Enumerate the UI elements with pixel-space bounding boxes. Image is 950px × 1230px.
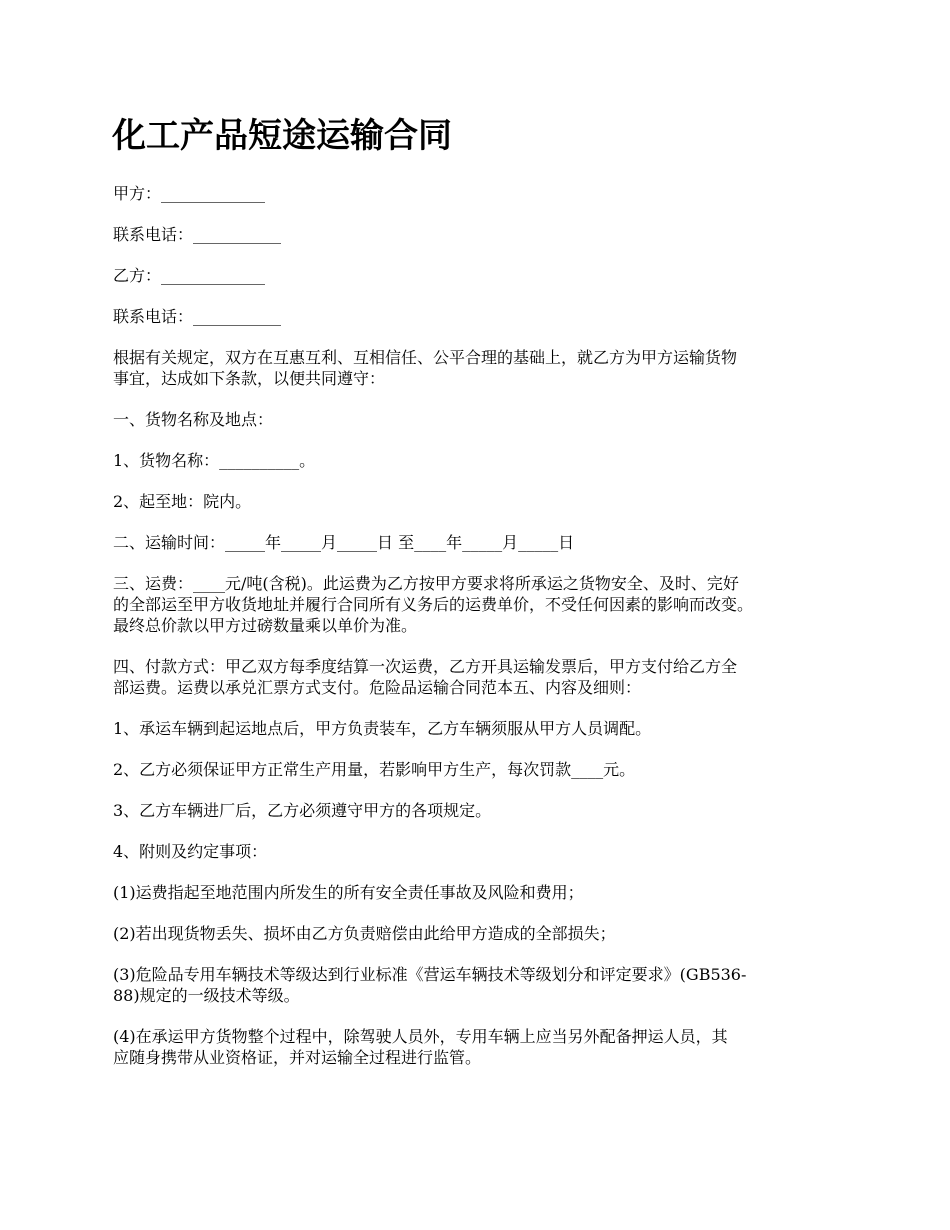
freight-line-2: 的全部运至甲方收货地址并履行合同所有义务后的运费单价，不受任何因素的影响而改变。: [113, 595, 754, 614]
sub-clause-3-line-1: (3)危险品专用车辆技术等级达到行业标准《营运车辆技术等级划分和评定要求》(GB536-: [113, 965, 747, 984]
goods-name-line: 1、货物名称：__________。: [113, 451, 316, 470]
clause-2: 2、乙方必须保证甲方正常生产用量，若影响甲方生产，每次罚款____元。: [113, 760, 636, 779]
sub-clause-3-line-2: 88)规定的一级技术等级。: [113, 986, 300, 1005]
payment-line-1: 四、付款方式：甲乙双方每季度结算一次运费，乙方开具运输发票后，甲方支付给乙方全: [113, 657, 738, 676]
preamble-line-2: 事宜，达成如下条款，以便共同遵守：: [113, 369, 386, 388]
party-a-phone-line: 联系电话：___________: [113, 225, 282, 244]
freight-line-1: 三、运费：____元/吨(含税)。此运费为乙方按甲方要求将所承运之货物安全、及时、完好: [113, 574, 739, 593]
clause-4: 4、附则及约定事项：: [113, 842, 268, 861]
route-line: 2、起至地：院内。: [113, 492, 252, 511]
sub-clause-2: (2)若出现货物丢失、损坏由乙方负责赔偿由此给甲方造成的全部损失；: [113, 924, 616, 943]
section-1-heading: 一、货物名称及地点：: [113, 410, 274, 429]
transport-time-line: 二、运输时间：_____年_____月_____日 至____年_____月_____日: [113, 533, 575, 552]
payment-line-2: 部运费。运费以承兑汇票方式支付。危险品运输合同范本五、内容及细则：: [113, 678, 642, 697]
document-title: 化工产品短途运输合同: [112, 116, 452, 156]
preamble-line-1: 根据有关规定，双方在互惠互利、互相信任、公平合理的基础上，就乙方为甲方运输货物: [113, 348, 738, 367]
clause-3: 3、乙方车辆进厂后，乙方必须遵守甲方的各项规定。: [113, 801, 492, 820]
sub-clause-4-line-2: 应随身携带从业资格证，并对运输全过程进行监管。: [113, 1048, 482, 1067]
freight-line-3: 最终总价款以甲方过磅数量乘以单价为准。: [113, 616, 418, 635]
sub-clause-4-line-1: (4)在承运甲方货物整个过程中，除驾驶人员外，专用车辆上应当另外配备押运人员，其: [113, 1027, 728, 1046]
party-a-line: 甲方：_____________: [113, 184, 266, 203]
party-b-phone-line: 联系电话：___________: [113, 307, 282, 326]
clause-1: 1、承运车辆到起运地点后，甲方负责装车，乙方车辆须服从甲方人员调配。: [113, 719, 652, 738]
sub-clause-1: (1)运费指起至地范围内所发生的所有安全责任事故及风险和费用；: [113, 883, 584, 902]
party-b-line: 乙方：_____________: [113, 266, 266, 285]
